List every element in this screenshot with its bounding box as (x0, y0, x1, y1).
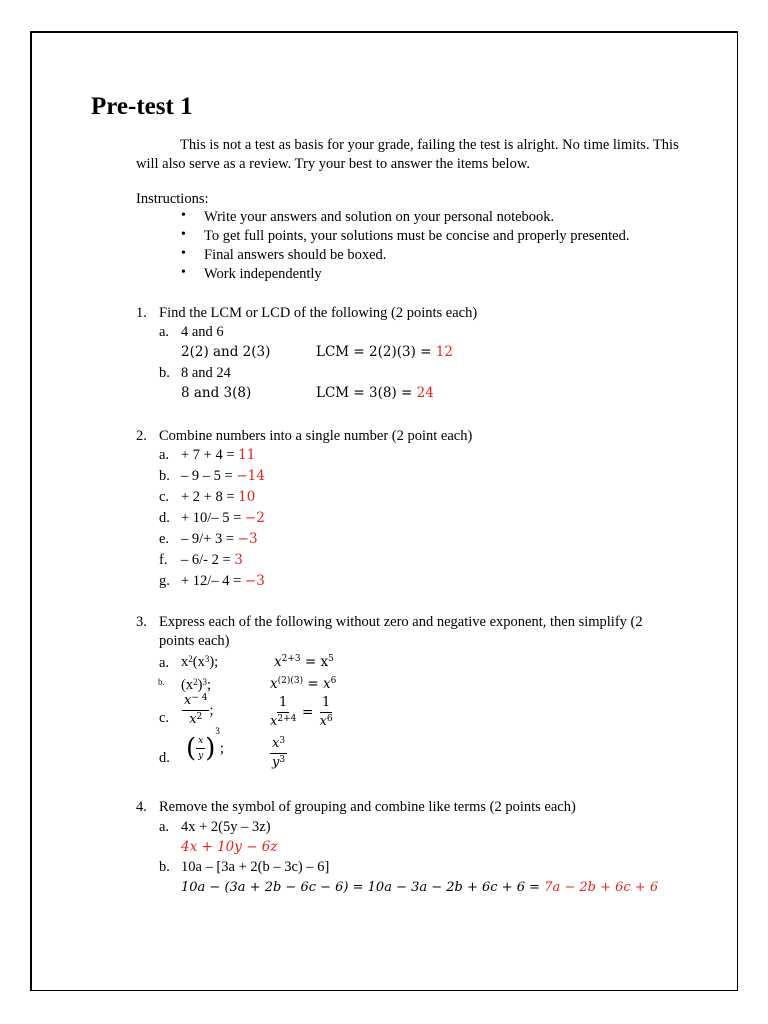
q3b-work: $x^{(2)(3)} = x^6$ (270, 676, 337, 692)
q4-text: Remove the symbol of grouping and combine like terms (2 points each) (159, 799, 576, 815)
q2-item-label: d. (159, 510, 170, 526)
bullet-icon: • (181, 265, 186, 280)
bullet-icon: • (181, 227, 186, 242)
q1a-factors: 2(2) and 2(3) (181, 344, 271, 360)
q3a-rhs: = x (300, 654, 329, 670)
q2-item-expr: – 9/+ 3 = (181, 531, 238, 547)
page-border (30, 31, 738, 991)
q3-text-line2: points each) (159, 633, 230, 649)
q3b-label: b. (158, 677, 165, 687)
q2-item-answer: −14 (236, 468, 265, 484)
instruction-item: To get full points, your solutions must be concise and properly presented. (204, 228, 630, 244)
q2-item-answer: 10 (238, 489, 256, 505)
q1a-answer: 12 (435, 344, 453, 360)
q1a-work-text: LCM = 2(2)(3) = (316, 344, 436, 360)
q3d-work (270, 737, 287, 770)
bullet-icon: • (181, 208, 186, 223)
q2-item-expr: + 10/– 5 = (181, 510, 245, 526)
q4b-work (181, 879, 658, 897)
q1b-answer: 24 (416, 385, 434, 401)
q2-item-expr: – 6/- 2 = (181, 552, 235, 568)
q2-item-answer: −3 (237, 531, 258, 547)
intro-paragraph (136, 136, 696, 173)
q3c-work: $\frac{1}{x^{2+4}}$ = $\frac{1}{x^6}$ (270, 695, 333, 729)
page-title: Pre-test 1 (91, 93, 193, 120)
q3a-base: x (274, 654, 282, 670)
q3c-label: c. (159, 710, 170, 726)
q3c-problem: $\frac{x^{- 4}}{x^2}$ ; (184, 693, 214, 727)
q1a-label: a. (159, 324, 170, 340)
fraction: $\frac{x}{y}$ (198, 736, 204, 761)
q1-text: Find the LCM or LCD of the following (2 points each) (159, 305, 478, 321)
q2-item-answer: −3 (244, 573, 265, 589)
instructions-heading: Instructions: (136, 191, 209, 207)
q2-item-label: e. (159, 531, 170, 547)
q2-item (181, 572, 265, 590)
fraction: $\frac{1}{x^6}$ (319, 695, 333, 729)
q4b-work-text: 10a − (3a + 2b − 6c − 6) = 10a − 3a − 2b + 6c + 6 = (181, 880, 545, 895)
q3b-rhs-exp: 6 (330, 676, 337, 686)
q2-item-expr: + 2 + 8 = (181, 489, 239, 505)
fraction: $\frac{x^{- 4}}{x^2}$ (184, 693, 208, 727)
q4b-answer: 7a − 2b + 6c + 6 (544, 880, 659, 895)
instruction-item: Final answers should be boxed. (204, 247, 387, 263)
q3b-problem: $(x^2)^3$; (181, 677, 211, 693)
q3d-label: d. (159, 750, 170, 766)
q1b-factors: 8 and 3(8) (181, 385, 252, 401)
q1b-work-text: LCM = 3(8) = (316, 385, 417, 401)
q2-item (181, 488, 255, 506)
fraction: $\frac{1}{x^{2+4}}$ (270, 695, 297, 729)
q3d-problem: ( $\frac{x}{y}$ )$^3$; (186, 726, 224, 764)
q2-item-expr: + 7 + 4 = (181, 447, 239, 463)
q1b-problem: 8 and 24 (181, 365, 231, 381)
intro-text: This is not a test as basis for your grade, failing the test is alright. No time limits. This will also serve as a review. Try your best to answer the items below. (136, 137, 679, 172)
q2-item-expr: + 12/– 4 = (181, 573, 245, 589)
q1-number: 1. (136, 305, 147, 321)
q3-text-line1: Express each of the following without zero and negative exponent, then simplify (2 (159, 614, 643, 630)
fraction: $\frac{x^3}{y^3}$ (272, 736, 286, 770)
q2-item-answer: 3 (234, 552, 243, 568)
q2-item (181, 446, 255, 464)
q2-item (181, 551, 243, 569)
q4a-label: a. (159, 819, 170, 835)
q3a-exp: 2+3 (281, 654, 301, 664)
q1b-work (316, 384, 434, 402)
q2-number: 2. (136, 428, 147, 444)
q2-item-answer: −2 (244, 510, 265, 526)
bullet-icon: • (181, 246, 186, 261)
q2-item (181, 509, 265, 527)
instruction-item: Write your answers and solution on your personal notebook. (204, 209, 555, 225)
q4-number: 4. (136, 799, 147, 815)
q4b-label: b. (159, 859, 170, 875)
q1b-label: b. (159, 365, 170, 381)
q3a-rhs-exp: 5 (328, 654, 334, 664)
q2-item-label: c. (159, 489, 170, 505)
instruction-item: Work independently (204, 266, 322, 282)
q4a-problem: 4x + 2(5y – 3z) (181, 819, 271, 835)
q4a-answer: 4x + 10y − 6z (181, 839, 278, 855)
q2-item-expr: – 9 – 5 = (181, 468, 237, 484)
q2-item-label: b. (159, 468, 170, 484)
q3a-problem: $x^2(x^3)$; (181, 654, 219, 670)
q3-number: 3. (136, 614, 147, 630)
q2-item (181, 530, 258, 548)
q2-item (181, 467, 265, 485)
q2-item-label: f. (159, 552, 168, 568)
q2-text: Combine numbers into a single number (2 point each) (159, 428, 473, 444)
q2-item-label: g. (159, 573, 170, 589)
q4b-problem: 10a – [3a + 2(b – 3c) – 6] (181, 859, 330, 875)
q3a-work (274, 653, 334, 671)
q1a-work (316, 343, 453, 361)
q3a-label: a. (159, 655, 170, 671)
q3b-exp: (2)(3) (277, 676, 304, 686)
q1a-problem: 4 and 6 (181, 324, 224, 340)
q2-item-answer: 11 (238, 447, 256, 463)
q2-item-label: a. (159, 447, 170, 463)
